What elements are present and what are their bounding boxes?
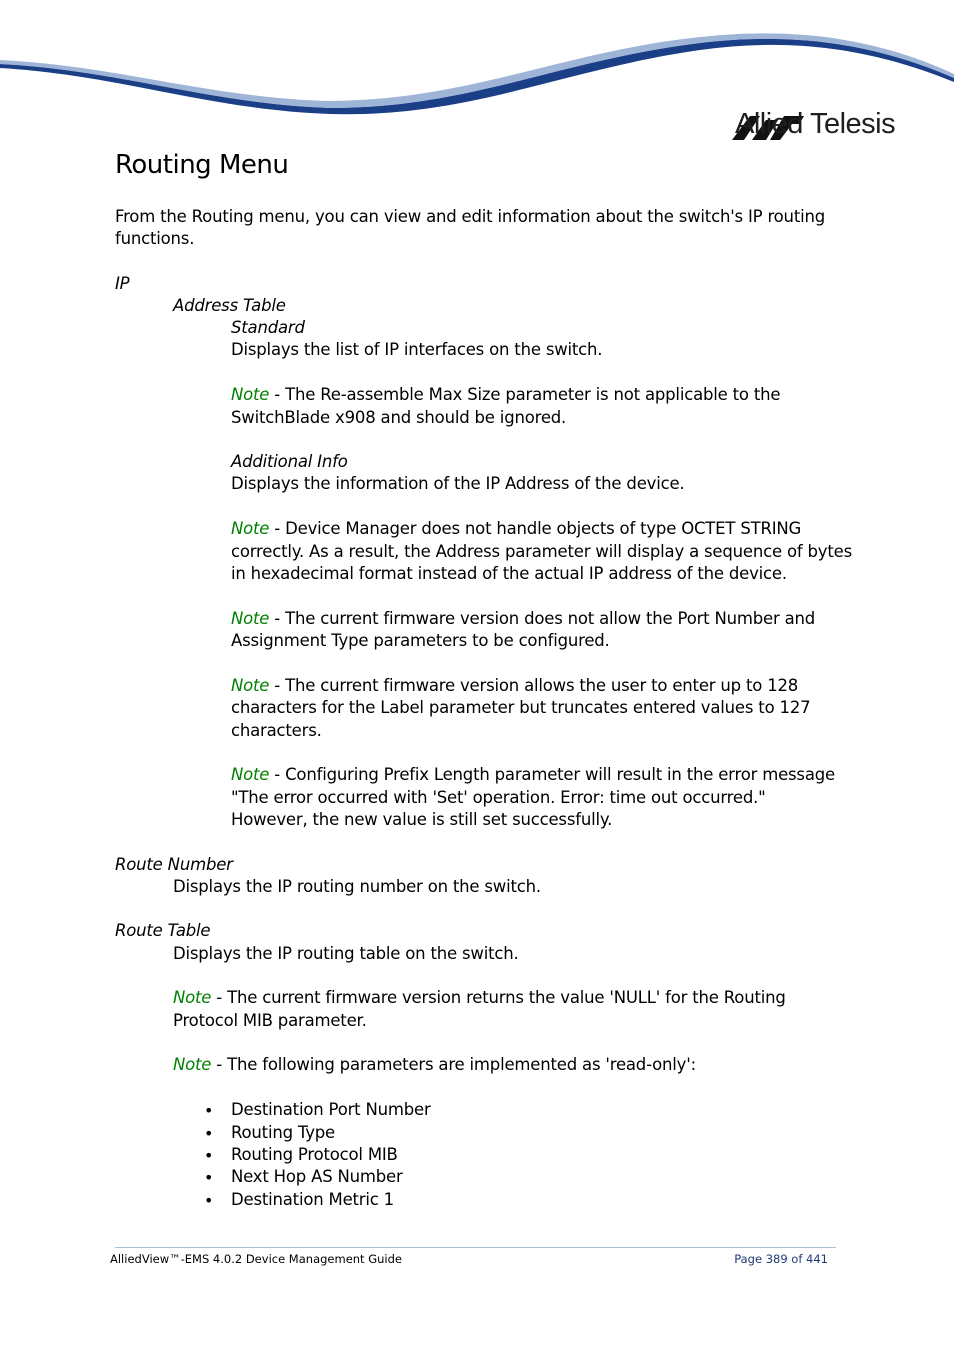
ai-note-4-line-2: "The error occurred with 'Set' operation. Error: time out occurred." (231, 788, 766, 807)
note-label: Note (173, 1055, 212, 1074)
note-label: Note (231, 519, 270, 538)
brand-name: Allied Telesis (735, 108, 896, 140)
ai-note-4 (231, 764, 835, 787)
note-text: - The following parameters are implemented as 'read-only': (211, 1055, 696, 1074)
note-text: - The current firmware version returns the value 'NULL' for the Routing (211, 988, 786, 1007)
note-text: - The current firmware version allows the user to enter up to 128 (269, 676, 799, 695)
note-label: Note (231, 765, 270, 784)
note-label: Note (231, 385, 270, 404)
additional-info-heading: Additional Info (231, 452, 348, 471)
ai-note-4-line-3: However, the new value is still set successfully. (231, 810, 613, 829)
standard-description: Displays the list of IP interfaces on the switch. (231, 340, 603, 359)
footer-guide-title: AlliedView™-EMS 4.0.2 Device Management Guide (110, 1252, 402, 1266)
additional-info-description: Displays the information of the IP Address of the device. (231, 474, 685, 493)
note-text: - Configuring Prefix Length parameter will result in the error message (269, 765, 835, 784)
ai-note-1-line-2: correctly. As a result, the Address parameter will display a sequence of bytes (231, 542, 852, 561)
list-item: Destination Port Number (231, 1100, 431, 1119)
route-table-description: Displays the IP routing table on the switch. (173, 944, 519, 963)
ai-note-3-line-2: characters for the Label parameter but truncates entered values to 127 (231, 698, 811, 717)
route-number-description: Displays the IP routing number on the switch. (173, 877, 541, 896)
standard-heading: Standard (231, 318, 305, 337)
ai-note-3 (231, 675, 798, 698)
intro-line-2: functions. (115, 229, 195, 248)
ai-note-3-line-3: characters. (231, 721, 322, 740)
bullet-icon: • (204, 1191, 214, 1210)
ai-note-2 (231, 608, 815, 631)
list-item: Next Hop AS Number (231, 1167, 403, 1186)
bullet-icon: • (204, 1101, 214, 1120)
route-number-heading: Route Number (115, 855, 233, 874)
note-text: - Device Manager does not handle objects of type OCTET STRING (269, 519, 802, 538)
address-table-heading: Address Table (173, 296, 286, 315)
list-item: Routing Protocol MIB (231, 1145, 398, 1164)
note-label: Note (231, 609, 270, 628)
note-text: - The Re-assemble Max Size parameter is not applicable to the (269, 385, 781, 404)
note-label: Note (231, 676, 270, 695)
ai-note-1-line-3: in hexadecimal format instead of the actual IP address of the device. (231, 564, 787, 583)
rt-note-1 (173, 987, 786, 1010)
bullet-icon: • (204, 1146, 214, 1165)
ai-note-2-line-2: Assignment Type parameters to be configured. (231, 631, 610, 650)
page-title: Routing Menu (115, 150, 289, 180)
bullet-icon: • (204, 1124, 214, 1143)
bullet-icon: • (204, 1168, 214, 1187)
note-label: Note (173, 988, 212, 1007)
rt-note-2 (173, 1054, 696, 1077)
list-item: Routing Type (231, 1123, 336, 1142)
route-table-heading: Route Table (115, 921, 211, 940)
note-text: - The current firmware version does not allow the Port Number and (269, 609, 816, 628)
ai-note-1 (231, 518, 801, 541)
standard-note (231, 384, 780, 407)
rt-note-1-line-2: Protocol MIB parameter. (173, 1011, 367, 1030)
ip-heading: IP (115, 274, 130, 293)
footer-page-number: Page 389 of 441 (734, 1252, 828, 1266)
intro-line-1: From the Routing menu, you can view and edit information about the switch's IP routing (115, 207, 826, 226)
footer-divider (115, 1247, 836, 1248)
standard-note-line-2: SwitchBlade x908 and should be ignored. (231, 408, 567, 427)
list-item: Destination Metric 1 (231, 1190, 394, 1209)
